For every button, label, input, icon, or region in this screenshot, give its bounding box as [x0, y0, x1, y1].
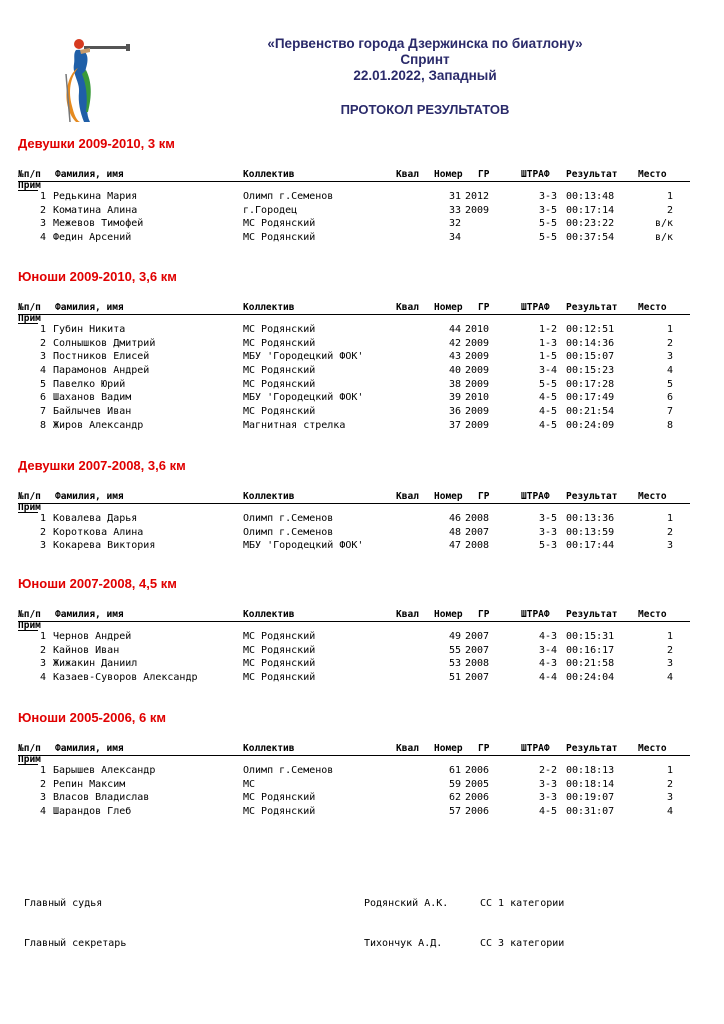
cell-n: 1	[39, 513, 46, 524]
cell-res: 00:15:07	[566, 351, 615, 363]
cell-year: 2009	[465, 204, 490, 216]
cell-team: МС Родянский	[243, 232, 316, 244]
table-row	[18, 657, 690, 671]
cell-team: МС Родянский	[243, 806, 316, 818]
cell-place: 3	[666, 792, 673, 804]
table-row	[18, 630, 690, 644]
column-header-name: Фамилия, имя	[55, 302, 124, 313]
table-row	[18, 364, 690, 378]
section-title: Юноши 2007-2008, 4,5 км	[18, 576, 177, 591]
cell-bib: 51	[448, 672, 461, 684]
column-header-res: Результат	[566, 491, 618, 502]
column-header-res: Результат	[566, 302, 618, 313]
prim-label: Прим	[18, 754, 41, 765]
cell-bib: 59	[448, 778, 461, 790]
cell-pen: 1-3	[538, 337, 557, 349]
column-header-num: №п/п	[18, 491, 41, 502]
table-row	[18, 512, 690, 526]
cell-n: 2	[39, 644, 46, 656]
cell-res: 00:15:23	[566, 365, 615, 377]
cell-place: 2	[666, 204, 673, 216]
judge-category: СС 1 категории	[480, 898, 565, 909]
cell-n: 7	[39, 406, 46, 418]
cell-team: МС Родянский	[243, 324, 316, 335]
cell-year: 2009	[465, 337, 490, 349]
table-row	[18, 419, 690, 433]
column-header-bib: Номер	[434, 302, 463, 313]
column-header-team: Коллектив	[243, 609, 295, 620]
cell-res: 00:37:54	[566, 232, 615, 244]
table-row	[18, 337, 690, 351]
cell-bib: 55	[448, 644, 461, 656]
results-section	[18, 710, 690, 819]
cell-bib: 39	[448, 392, 461, 404]
secretary-label: Главный секретарь	[24, 938, 127, 949]
table-row	[18, 405, 690, 419]
cell-bib: 48	[448, 526, 461, 538]
column-header-num: №п/п	[18, 302, 41, 313]
table-row	[18, 190, 690, 204]
cell-team: Олимп г.Семенов	[243, 526, 334, 538]
table-row	[18, 671, 690, 685]
cell-pen: 4-5	[538, 406, 557, 418]
cell-n: 2	[39, 526, 46, 538]
results-section	[18, 458, 690, 553]
column-header-place: Место	[638, 169, 667, 180]
cell-bib: 42	[448, 337, 461, 349]
cell-name: Межевов Тимофей	[53, 218, 144, 230]
section-title: Юноши 2009-2010, 3,6 км	[18, 269, 177, 284]
cell-team: МБУ 'Городецкий ФОК'	[243, 540, 364, 552]
cell-bib: 57	[448, 806, 461, 818]
cell-res: 00:19:07	[566, 792, 615, 804]
prim-label: Прим	[18, 180, 41, 191]
column-header-num: №п/п	[18, 743, 41, 754]
cell-name: Постников Елисей	[53, 351, 150, 363]
cell-year: 2006	[465, 792, 490, 804]
table-row	[18, 378, 690, 392]
column-header-res: Результат	[566, 743, 618, 754]
cell-res: 00:31:07	[566, 806, 615, 818]
cell-place: 1	[666, 631, 673, 642]
cell-bib: 62	[448, 792, 461, 804]
cell-pen: 4-5	[538, 806, 557, 818]
cell-name: Репин Максим	[53, 778, 126, 790]
cell-team: Олимп г.Семенов	[243, 513, 334, 524]
cell-n: 3	[39, 218, 46, 230]
table-header	[18, 302, 690, 314]
cell-bib: 47	[448, 540, 461, 552]
cell-name: Байлычев Иван	[53, 406, 132, 418]
cell-name: Жиров Александр	[53, 419, 144, 431]
results-section	[18, 136, 690, 245]
cell-n: 5	[39, 378, 46, 390]
cell-team: МС Родянский	[243, 218, 316, 230]
table-row	[18, 764, 690, 778]
cell-pen: 3-4	[538, 365, 557, 377]
cell-name: Коматина Алина	[53, 204, 138, 216]
cell-pen: 4-4	[538, 672, 557, 684]
column-header-place: Место	[638, 609, 667, 620]
column-header-prim	[18, 181, 690, 190]
cell-n: 2	[39, 204, 46, 216]
cell-pen: 4-5	[538, 392, 557, 404]
cell-pen: 3-3	[538, 778, 557, 790]
cell-year: 2009	[465, 351, 490, 363]
cell-name: Казаев-Суворов Александр	[53, 672, 198, 684]
judge-label: Главный судья	[24, 898, 103, 909]
cell-res: 00:16:17	[566, 644, 615, 656]
cell-bib: 36	[448, 406, 461, 418]
cell-res: 00:18:14	[566, 778, 615, 790]
column-header-res: Результат	[566, 609, 618, 620]
cell-n: 2	[39, 337, 46, 349]
cell-res: 00:14:36	[566, 337, 615, 349]
cell-team: Магнитная стрелка	[243, 419, 346, 431]
cell-pen: 4-5	[538, 419, 557, 431]
cell-place: 1	[666, 324, 673, 335]
table-row	[18, 391, 690, 405]
cell-team: МС Родянский	[243, 365, 316, 377]
cell-place: 1	[666, 191, 673, 202]
cell-res: 00:18:13	[566, 765, 615, 776]
section-title: Девушки 2007-2008, 3,6 км	[18, 458, 186, 473]
cell-name: Павелко Юрий	[53, 378, 126, 390]
cell-pen: 4-3	[538, 631, 557, 642]
cell-place: в/к	[654, 232, 673, 244]
prim-label: Прим	[18, 620, 41, 631]
cell-place: 4	[666, 672, 673, 684]
cell-place: 1	[666, 765, 673, 776]
column-header-bib: Номер	[434, 169, 463, 180]
cell-team: г.Городец	[243, 204, 298, 216]
cell-n: 4	[39, 232, 46, 244]
cell-team: МС Родянский	[243, 378, 316, 390]
column-header-num: №п/п	[18, 169, 41, 180]
cell-res: 00:24:04	[566, 672, 615, 684]
cell-place: 3	[666, 658, 673, 670]
table-row	[18, 539, 690, 553]
cell-team: МБУ 'Городецкий ФОК'	[243, 351, 364, 363]
cell-name: Шарандов Глеб	[53, 806, 132, 818]
table-row	[18, 350, 690, 364]
cell-res: 00:21:54	[566, 406, 615, 418]
prim-label: Прим	[18, 502, 41, 513]
column-header-year: ГР	[478, 609, 490, 620]
cell-year: 2009	[465, 419, 490, 431]
column-header-prim	[18, 503, 690, 512]
cell-year: 2008	[465, 513, 490, 524]
protocol-title: ПРОТОКОЛ РЕЗУЛЬТАТОВ	[340, 102, 510, 117]
cell-bib: 33	[448, 204, 461, 216]
cell-pen: 4-3	[538, 658, 557, 670]
cell-res: 00:17:44	[566, 540, 615, 552]
cell-year: 2006	[465, 765, 490, 776]
document-header	[230, 36, 620, 118]
biathlete-logo-icon	[56, 34, 134, 124]
table-row	[18, 791, 690, 805]
column-header-team: Коллектив	[243, 302, 295, 313]
cell-team: МС Родянский	[243, 631, 316, 642]
column-header-pen: ШТРАФ	[521, 491, 550, 502]
cell-bib: 53	[448, 658, 461, 670]
cell-team: МС	[243, 778, 256, 790]
cell-year: 2009	[465, 365, 490, 377]
table-row	[18, 778, 690, 792]
cell-bib: 40	[448, 365, 461, 377]
column-header-prim	[18, 621, 690, 630]
cell-n: 4	[39, 806, 46, 818]
column-header-team: Коллектив	[243, 169, 295, 180]
column-header-year: ГР	[478, 491, 490, 502]
cell-team: МС Родянский	[243, 658, 316, 670]
cell-bib: 43	[448, 351, 461, 363]
cell-year: 2009	[465, 406, 490, 418]
prim-label: Прим	[18, 313, 41, 324]
footer-secretary	[0, 937, 724, 951]
cell-place: 7	[666, 406, 673, 418]
cell-name: Шаханов Вадим	[53, 392, 132, 404]
table-header	[18, 169, 690, 181]
cell-year: 2008	[465, 658, 490, 670]
cell-year: 2007	[465, 631, 490, 642]
footer-judge	[0, 897, 724, 911]
column-header-pen: ШТРАФ	[521, 169, 550, 180]
column-header-pen: ШТРАФ	[521, 302, 550, 313]
event-subtitle: Спринт	[400, 52, 450, 67]
column-header-kval: Квал	[396, 743, 419, 754]
cell-n: 3	[39, 792, 46, 804]
cell-name: Ковалева Дарья	[53, 513, 138, 524]
cell-place: 5	[666, 378, 673, 390]
table-row	[18, 231, 690, 245]
column-header-kval: Квал	[396, 491, 419, 502]
table-row	[18, 805, 690, 819]
cell-place: 4	[666, 365, 673, 377]
cell-name: Барышев Александр	[53, 765, 156, 776]
column-header-prim	[18, 314, 690, 323]
cell-n: 4	[39, 672, 46, 684]
column-header-place: Место	[638, 302, 667, 313]
cell-pen: 1-5	[538, 351, 557, 363]
secretary-name: Тихончук А.Д.	[364, 938, 443, 949]
cell-place: 4	[666, 806, 673, 818]
cell-bib: 44	[448, 324, 461, 335]
cell-place: 2	[666, 644, 673, 656]
cell-place: 3	[666, 540, 673, 552]
column-header-num: №п/п	[18, 609, 41, 620]
cell-n: 1	[39, 324, 46, 335]
cell-n: 8	[39, 419, 46, 431]
column-header-kval: Квал	[396, 169, 419, 180]
column-header-place: Место	[638, 491, 667, 502]
column-header-name: Фамилия, имя	[55, 609, 124, 620]
table-row	[18, 644, 690, 658]
secretary-category: СС 3 категории	[480, 938, 565, 949]
table-header	[18, 491, 690, 503]
column-header-team: Коллектив	[243, 491, 295, 502]
cell-res: 00:21:58	[566, 658, 615, 670]
cell-year: 2007	[465, 672, 490, 684]
cell-name: Жижакин Даниил	[53, 658, 138, 670]
cell-pen: 5-3	[538, 540, 557, 552]
cell-n: 1	[39, 765, 46, 776]
cell-place: 2	[666, 778, 673, 790]
cell-pen: 3-5	[538, 204, 557, 216]
cell-year: 2007	[465, 526, 490, 538]
cell-n: 2	[39, 778, 46, 790]
cell-name: Кайнов Иван	[53, 644, 120, 656]
cell-name: Редькина Мария	[53, 191, 138, 202]
column-header-year: ГР	[478, 302, 490, 313]
cell-year: 2007	[465, 644, 490, 656]
cell-place: 3	[666, 351, 673, 363]
cell-name: Парамонов Андрей	[53, 365, 150, 377]
cell-bib: 32	[448, 218, 461, 230]
cell-bib: 49	[448, 631, 461, 642]
column-header-pen: ШТРАФ	[521, 743, 550, 754]
section-title: Юноши 2005-2006, 6 км	[18, 710, 166, 725]
cell-year: 2010	[465, 324, 490, 335]
cell-pen: 3-3	[538, 191, 557, 202]
cell-team: МС Родянский	[243, 672, 316, 684]
table-row	[18, 323, 690, 337]
event-date-place: 22.01.2022, Западный	[353, 68, 497, 83]
cell-res: 00:17:49	[566, 392, 615, 404]
cell-team: МС Родянский	[243, 337, 316, 349]
cell-n: 3	[39, 658, 46, 670]
cell-pen: 5-5	[538, 218, 557, 230]
cell-name: Солнышков Дмитрий	[53, 337, 156, 349]
cell-place: 2	[666, 526, 673, 538]
cell-name: Короткова Алина	[53, 526, 144, 538]
cell-pen: 2-2	[538, 765, 557, 776]
cell-pen: 3-3	[538, 792, 557, 804]
cell-name: Власов Владислав	[53, 792, 150, 804]
cell-res: 00:15:31	[566, 631, 615, 642]
table-row	[18, 526, 690, 540]
cell-bib: 61	[448, 765, 461, 776]
cell-pen: 3-3	[538, 526, 557, 538]
cell-res: 00:24:09	[566, 419, 615, 431]
cell-bib: 34	[448, 232, 461, 244]
cell-year: 2006	[465, 806, 490, 818]
cell-n: 3	[39, 351, 46, 363]
column-header-kval: Квал	[396, 609, 419, 620]
column-header-place: Место	[638, 743, 667, 754]
cell-year: 2009	[465, 378, 490, 390]
cell-year: 2012	[465, 191, 490, 202]
cell-n: 4	[39, 365, 46, 377]
event-title: «Первенство города Дзержинска по биатлону»	[267, 36, 583, 51]
cell-team: МС Родянский	[243, 792, 316, 804]
cell-place: 1	[666, 513, 673, 524]
cell-n: 1	[39, 631, 46, 642]
cell-res: 00:12:51	[566, 324, 615, 335]
column-header-name: Фамилия, имя	[55, 743, 124, 754]
cell-name: Губин Никита	[53, 324, 126, 335]
column-header-res: Результат	[566, 169, 618, 180]
results-section	[18, 576, 690, 685]
cell-bib: 38	[448, 378, 461, 390]
cell-team: Олимп г.Семенов	[243, 191, 334, 202]
column-header-bib: Номер	[434, 743, 463, 754]
table-row	[18, 217, 690, 231]
cell-name: Кокарева Виктория	[53, 540, 156, 552]
section-title: Девушки 2009-2010, 3 км	[18, 136, 175, 151]
column-header-kval: Квал	[396, 302, 419, 313]
cell-team: МБУ 'Городецкий ФОК'	[243, 392, 364, 404]
cell-place: 2	[666, 337, 673, 349]
cell-res: 00:13:59	[566, 526, 615, 538]
results-section	[18, 269, 690, 433]
column-header-year: ГР	[478, 743, 490, 754]
column-header-bib: Номер	[434, 491, 463, 502]
cell-place: 6	[666, 392, 673, 404]
cell-place: 8	[666, 419, 673, 431]
cell-year: 2005	[465, 778, 490, 790]
cell-place: в/к	[654, 218, 673, 230]
column-header-year: ГР	[478, 169, 490, 180]
cell-res: 00:17:28	[566, 378, 615, 390]
cell-res: 00:13:36	[566, 513, 615, 524]
cell-team: МС Родянский	[243, 406, 316, 418]
table-row	[18, 204, 690, 218]
cell-n: 1	[39, 191, 46, 202]
cell-pen: 5-5	[538, 232, 557, 244]
judge-name: Родянский А.К.	[364, 898, 449, 909]
cell-pen: 3-5	[538, 513, 557, 524]
cell-res: 00:23:22	[566, 218, 615, 230]
cell-n: 3	[39, 540, 46, 552]
table-header	[18, 609, 690, 621]
cell-pen: 5-5	[538, 378, 557, 390]
cell-bib: 37	[448, 419, 461, 431]
cell-res: 00:17:14	[566, 204, 615, 216]
cell-pen: 3-4	[538, 644, 557, 656]
cell-n: 6	[39, 392, 46, 404]
cell-team: МС Родянский	[243, 644, 316, 656]
cell-team: Олимп г.Семенов	[243, 765, 334, 776]
cell-pen: 1-2	[538, 324, 557, 335]
cell-year: 2010	[465, 392, 490, 404]
cell-name: Чернов Андрей	[53, 631, 132, 642]
column-header-prim	[18, 755, 690, 764]
column-header-name: Фамилия, имя	[55, 491, 124, 502]
cell-res: 00:13:48	[566, 191, 615, 202]
cell-year: 2008	[465, 540, 490, 552]
column-header-name: Фамилия, имя	[55, 169, 124, 180]
column-header-bib: Номер	[434, 609, 463, 620]
column-header-pen: ШТРАФ	[521, 609, 550, 620]
cell-bib: 46	[448, 513, 461, 524]
column-header-team: Коллектив	[243, 743, 295, 754]
cell-name: Федин Арсений	[53, 232, 132, 244]
cell-bib: 31	[448, 191, 461, 202]
table-header	[18, 743, 690, 755]
